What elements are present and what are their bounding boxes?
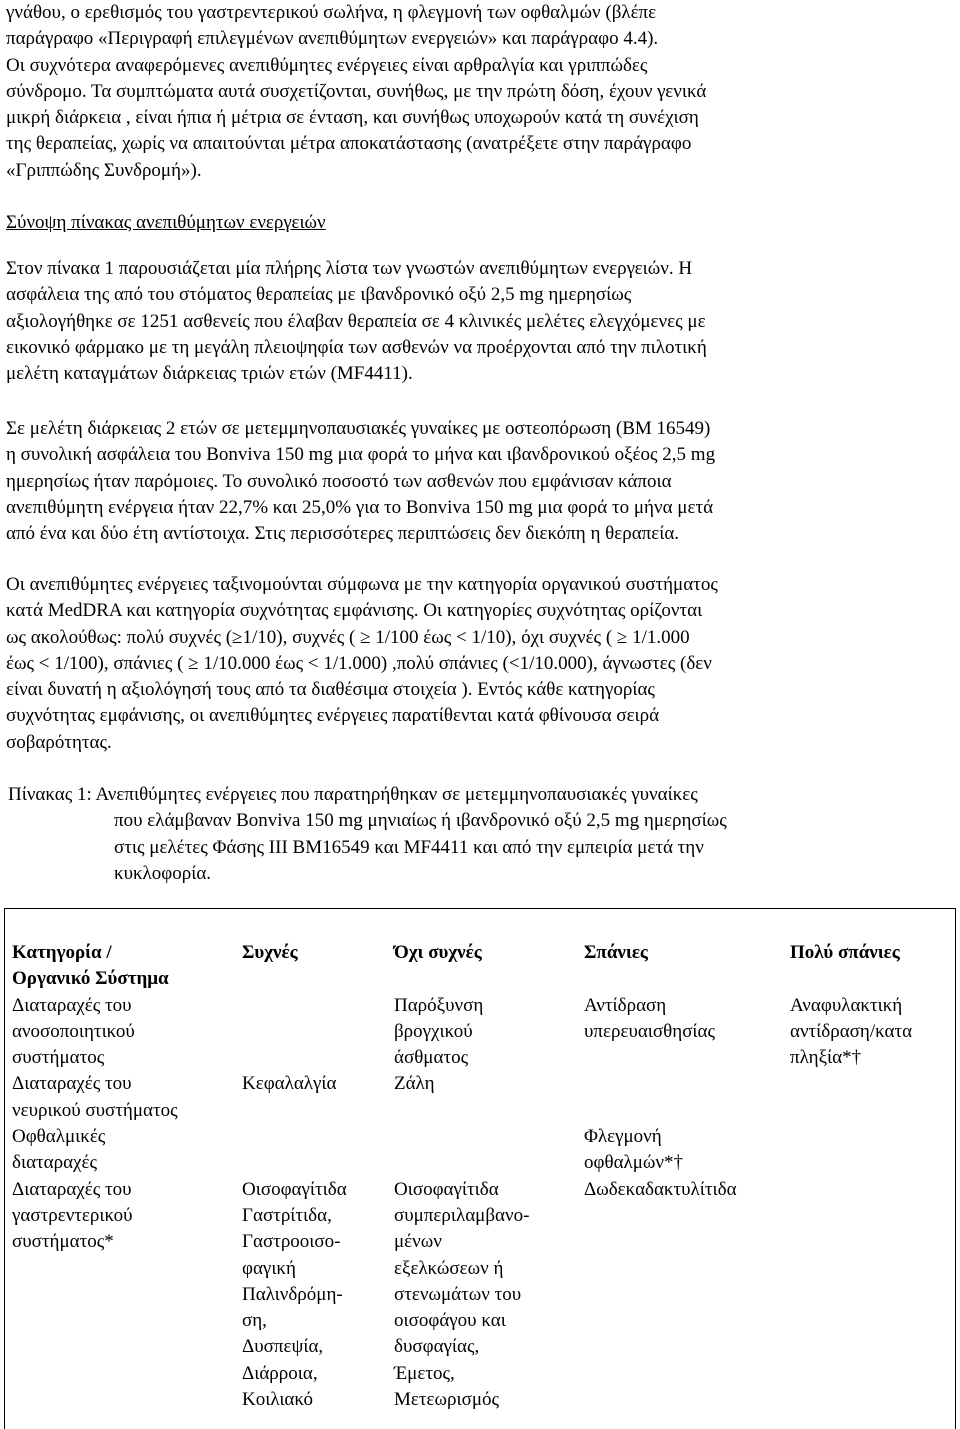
cell-line: Διαταραχές του — [12, 1073, 132, 1095]
cell-line: Δυσπεψία, — [242, 1336, 324, 1358]
cell-very-rare — [790, 993, 958, 1072]
table-row — [12, 1124, 958, 1177]
text-line: της θεραπείας, χωρίς να απαιτούνται μέτρα αποκατάστασης (ανατρέξετε στην παράγραφο — [6, 133, 692, 155]
cell-line: Αναφυλακτική — [790, 994, 903, 1016]
header-very-rare — [790, 940, 958, 993]
cell-line: Οισοφαγίτιδα — [242, 1178, 347, 1200]
cell-line: διαταραχές — [12, 1152, 97, 1174]
cell-line: νευρικού συστήματος — [12, 1099, 178, 1121]
cell-line: δυσφαγίας, — [394, 1336, 480, 1358]
cell-line: ση, — [242, 1310, 267, 1332]
cell-line: Γαστρίτιδα, — [242, 1204, 332, 1226]
cell-line: Οφθαλμικές — [12, 1126, 106, 1148]
classification-paragraph — [6, 572, 956, 756]
cell-common — [242, 1177, 394, 1414]
cell-line: Δωδεκαδακτυλίτιδα — [584, 1178, 737, 1200]
cell-very-rare — [790, 1177, 958, 1414]
caption-line: κυκλοφορία. — [114, 862, 212, 884]
cell-line: ανοσοποιητικού — [12, 1020, 135, 1042]
cell-line: γαστρεντερικού — [12, 1204, 133, 1226]
cell-rare — [584, 1071, 790, 1124]
cell-common — [242, 993, 394, 1072]
text-line: εικονικό φάρμακο με τη μεγάλη πλειοψηφία των ασθενών να προέρχονται από την πιλοτική — [6, 336, 707, 358]
cell-line: υπερευαισθησίας — [584, 1020, 716, 1042]
header-line: Όχι συχνές — [394, 942, 482, 963]
text-line: συχνότητας εμφάνισης, οι ανεπιθύμητες ενέργειες παρατίθενται κατά φθίνουσα σειρά — [6, 705, 660, 727]
cell-line: πληξία*† — [790, 1047, 862, 1069]
table-row — [12, 993, 958, 1072]
table-row — [12, 1071, 958, 1124]
cell-line: Κοιλιακό — [242, 1389, 314, 1411]
caption-line: στις μελέτες Φάσης ΙΙΙ BM16549 και MF4411 και από την εμπειρία μετά την — [114, 836, 704, 858]
cell-organ-system — [12, 1071, 242, 1124]
cell-line: οισοφάγου και — [394, 1310, 506, 1332]
cell-line: Ζάλη — [394, 1073, 435, 1095]
cell-common — [242, 1124, 394, 1177]
cell-uncommon — [394, 993, 584, 1072]
text-line: Οι συχνότερα αναφερόμενες ανεπιθύμητες ενέργειες είναι αρθραλγία και γριππώδες — [6, 54, 648, 76]
cell-line: Παρόξυνση — [394, 994, 484, 1016]
cell-line: αντίδραση/κατα — [790, 1020, 913, 1042]
text-line: ασφάλεια της από του στόματος θεραπείας με ιβανδρονικό οξύ 2,5 mg ημερησίως — [6, 284, 632, 306]
table-caption — [8, 782, 958, 887]
text-line: ημερησίως ήταν παρόμοιες. Το συνολικό ποσοστό των ασθενών που εμφάνισαν κάποια — [6, 470, 672, 492]
header-line: Κατηγορία / — [12, 942, 112, 963]
text-line: ανεπιθύμητη ενέργεια ήταν 22,7% και 25,0% για το Bonviva 150 mg μια φορά το μήνα μετά — [6, 496, 714, 518]
text-line: έως < 1/100), σπάνιες ( ≥ 1/10.000 έως < 1/1.000) ,πολύ σπάνιες (<1/10.000), άγνωστες (δεν — [6, 652, 712, 674]
cell-line: στενωμάτων του — [394, 1283, 522, 1305]
text-line: Οι ανεπιθύμητες ενέργειες ταξινομούνται σύμφωνα με την κατηγορία οργανικού συστήματος — [6, 574, 718, 595]
cell-line: Κεφαλαλγία — [242, 1073, 337, 1095]
intro-paragraph — [6, 0, 956, 184]
cell-rare — [584, 1124, 790, 1177]
cell-line: βρογχικού — [394, 1020, 473, 1042]
cell-rare — [584, 1177, 790, 1414]
cell-line: μένων — [394, 1231, 442, 1253]
cell-line: Γαστροοισο- — [242, 1231, 341, 1253]
table-header-row — [12, 940, 958, 993]
cell-line: Διαταραχές του — [12, 1178, 132, 1200]
text-line: είναι δυνατή η αξιολόγησή τους από τα διαθέσιμα στοιχεία ). Εντός κάθε κατηγορίας — [6, 679, 655, 701]
cell-line: Διάρροια, — [242, 1362, 318, 1384]
cell-line: Παλινδρόμη- — [242, 1283, 343, 1305]
cell-line: συμπεριλαμβανο- — [394, 1204, 530, 1226]
cell-organ-system — [12, 1177, 242, 1414]
text-line: γνάθου, ο ερεθισμός του γαστρεντερικού σωλήνα, η φλεγμονή των οφθαλμών (βλέπε — [6, 2, 657, 23]
cell-very-rare — [790, 1071, 958, 1124]
cell-rare — [584, 993, 790, 1072]
header-line: Πολύ σπάνιες — [790, 942, 900, 963]
cell-line: Αντίδραση — [584, 994, 667, 1016]
text-line: Σε μελέτη διάρκειας 2 ετών σε μετεμμηνοπαυσιακές γυναίκες με οστεοπόρωση (BM 16549) — [6, 418, 711, 439]
cell-line: Διαταραχές του — [12, 994, 132, 1016]
cell-line: Έμετος, — [394, 1362, 455, 1384]
text-line: η συνολική ασφάλεια του Bonviva 150 mg μια φορά το μήνα και ιβανδρονικού οξέος 2,5 mg — [6, 444, 716, 466]
cell-line: φαγική — [242, 1257, 296, 1279]
text-line: μελέτη καταγμάτων διάρκειας τριών ετών (MF4411). — [6, 363, 413, 385]
cell-line: συστήματος* — [12, 1231, 114, 1253]
header-common — [242, 940, 394, 993]
cell-common — [242, 1071, 394, 1124]
cell-uncommon — [394, 1124, 584, 1177]
cell-line: Οισοφαγίτιδα — [394, 1178, 499, 1200]
header-line: Συχνές — [242, 942, 298, 963]
cell-line: Φλεγμονή — [584, 1126, 662, 1148]
cell-uncommon — [394, 1177, 584, 1414]
cell-very-rare — [790, 1124, 958, 1177]
text-line: μικρή διάρκεια , είναι ήπια ή μέτρια σε ένταση, και συνήθως υποχωρούν κατά τη συνέχιση — [6, 107, 699, 129]
cell-line: Μετεωρισμός — [394, 1389, 500, 1411]
summary-paragraph — [6, 256, 956, 387]
header-uncommon — [394, 940, 584, 993]
text-line: κατά MedDRA και κατηγορία συχνότητας εμφάνισης. Οι κατηγορίες συχνότητας ορίζονται — [6, 600, 703, 622]
study-paragraph — [6, 416, 956, 547]
cell-organ-system — [12, 993, 242, 1072]
adverse-reactions-table — [12, 940, 958, 1413]
section-heading: Σύνοψη πίνακας ανεπιθύμητων ενεργειών — [6, 212, 326, 233]
header-organ-system — [12, 940, 242, 993]
caption-line: Πίνακας 1: Ανεπιθύμητες ενέργειες που παρατηρήθηκαν σε μετεμμηνοπαυσιακές γυναίκες — [8, 784, 698, 805]
header-rare — [584, 940, 790, 993]
cell-line: συστήματος — [12, 1047, 105, 1069]
cell-uncommon — [394, 1071, 584, 1124]
text-line: ως ακολούθως: πολύ συχνές (≥1/10), συχνές ( ≥ 1/100 έως < 1/10), όχι συχνές ( ≥ 1/1.000 — [6, 626, 690, 648]
text-line: σύνδρομο. Τα συμπτώματα αυτά συσχετίζονται, συνήθως, με την πρώτη δόση, έχουν γενικά — [6, 80, 707, 102]
cell-organ-system — [12, 1124, 242, 1177]
cell-line: άσθματος — [394, 1047, 469, 1069]
cell-line: οφθαλμών*† — [584, 1152, 684, 1174]
text-line: «Γριππώδης Συνδρομή»). — [6, 159, 202, 181]
text-line: από ένα και δύο έτη αντίστοιχα. Στις περισσότερες περιπτώσεις δεν διεκόπη η θεραπεία. — [6, 523, 680, 545]
caption-line: που ελάμβαναν Bonviva 150 mg μηνιαίως ή ιβανδρονικό οξύ 2,5 mg ημερησίως — [114, 810, 727, 832]
header-line: Σπάνιες — [584, 942, 648, 963]
text-line: σοβαρότητας. — [6, 731, 112, 753]
header-line: Οργανικό Σύστημα — [12, 968, 169, 990]
text-line: παράγραφο «Περιγραφή επιλεγμένων ανεπιθύμητων ενεργειών» και παράγραφο 4.4). — [6, 28, 659, 50]
table-row — [12, 1177, 958, 1414]
text-line: Στον πίνακα 1 παρουσιάζεται μία πλήρης λίστα των γνωστών ανεπιθύμητων ενεργειών. Η — [6, 258, 693, 279]
text-line: αξιολογήθηκε σε 1251 ασθενείς που έλαβαν θεραπεία σε 4 κλινικές μελέτες ελεγχόμενες με — [6, 310, 706, 332]
cell-line: εξελκώσεων ή — [394, 1257, 504, 1279]
